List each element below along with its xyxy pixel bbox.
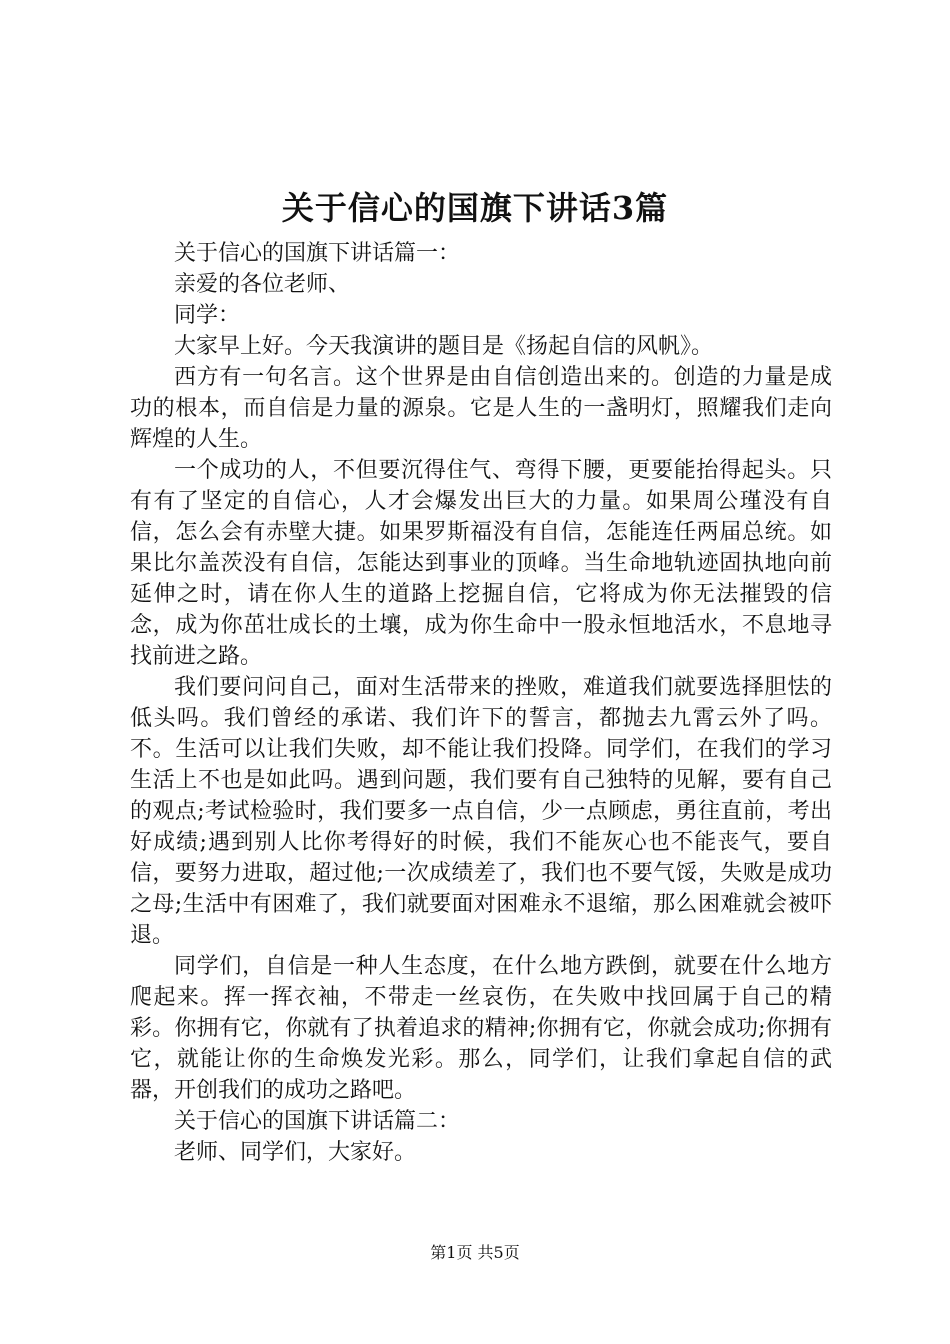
paragraph-salutation: 亲爱的各位老师、 xyxy=(174,272,351,297)
document-body xyxy=(130,238,832,1168)
paragraph: 我们要问问自己，面对生活带来的挫败，难道我们就要选择胆怯的低头吗。我们曾经的承诺、我们许下的誓言，都抛去九霄云外了吗。不。生活可以让我们失败，却不能让我们投降。同学们，在我们的学习生活上不也是如此吗。遇到问题，我们要有自己独特的见解，要有自己的观点;考试检验时，我们要多一点自信，少一点顾虑，勇往直前，考出好成绩;遇到别人比你考得好的时候，我们不能灰心也不能丧气，要自信，要努力进取，超过他;一次成绩差了，我们也不要气馁，失败是成功之母;生活中有困难了，我们就要面对困难永不退缩，那么困难就会被吓退。 xyxy=(130,675,832,948)
paragraph-section-heading-1: 关于信心的国旗下讲话篇一： xyxy=(174,241,461,266)
paragraph-salutation-2: 同学： xyxy=(174,303,241,328)
paragraph: 西方有一句名言。这个世界是由自信创造出来的。创造的力量是成功的根本，而自信是力量的源泉。它是人生的一盏明灯，照耀我们走向辉煌的人生。 xyxy=(130,365,832,452)
paragraph-section-heading-2: 关于信心的国旗下讲话篇二： xyxy=(174,1109,461,1134)
paragraph-greeting: 大家早上好。今天我演讲的题目是《扬起自信的风帆》。 xyxy=(174,334,714,359)
paragraph-greeting-2: 老师、同学们，大家好。 xyxy=(174,1140,417,1165)
page-number-footer: 第1页 共5页 xyxy=(430,1243,520,1262)
paragraph: 同学们，自信是一种人生态度，在什么地方跌倒，就要在什么地方爬起来。挥一挥衣袖，不带走一丝哀伤，在失败中找回属于自己的精彩。你拥有它，你就有了执着追求的精神;你拥有它，你就会成功;你拥有它，就能让你的生命焕发光彩。那么，同学们，让我们拿起自信的武器，开创我们的成功之路吧。 xyxy=(130,954,832,1103)
document-title: 关于信心的国旗下讲话3篇 xyxy=(281,189,669,227)
paragraph: 一个成功的人，不但要沉得住气、弯得下腰，更要能抬得起头。只有有了坚定的自信心，人才会爆发出巨大的力量。如果周公瑾没有自信，怎么会有赤壁大捷。如果罗斯福没有自信，怎能连任两届总统。如果比尔盖茨没有自信，怎能达到事业的顶峰。当生命地轨迹固执地向前延伸之时，请在你人生的道路上挖掘自信，它将成为你无法摧毁的信念，成为你茁壮成长的土壤，成为你生命中一股永恒地活水，不息地寻找前进之路。 xyxy=(130,458,832,669)
